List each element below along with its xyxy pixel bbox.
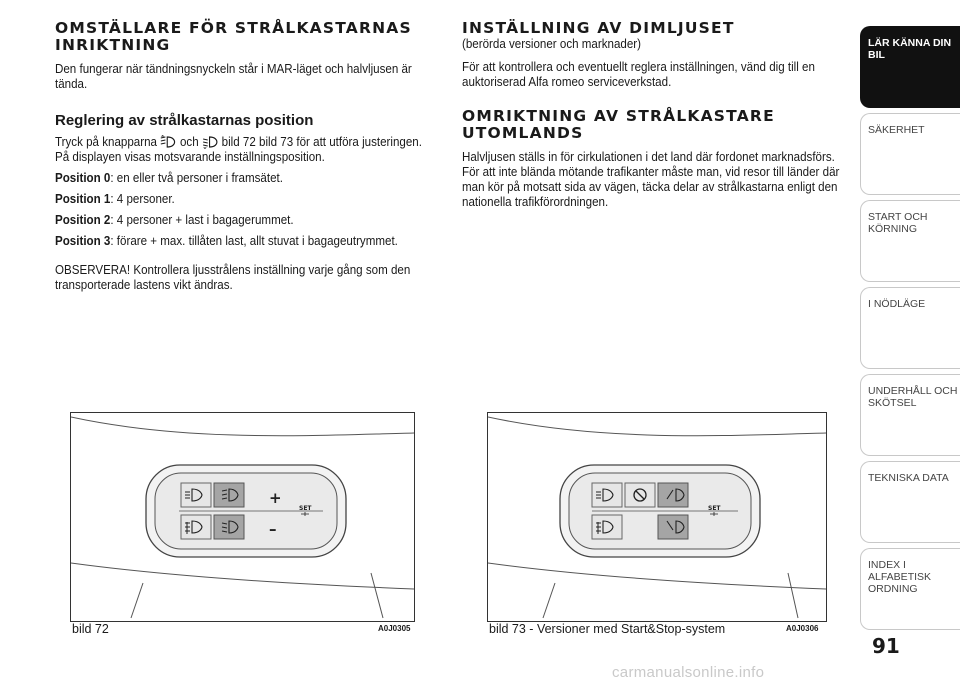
tab-start-och-korning[interactable] <box>860 200 960 282</box>
position-row-3 <box>55 234 438 249</box>
figure-72-code: A0J0305 <box>378 624 411 633</box>
tab-label: TEKNISKA DATA <box>868 472 949 484</box>
press-instruction <box>55 135 438 165</box>
tab-label: START OCH KÖRNING <box>868 211 928 235</box>
tab-label: INDEX I ALFABETISK ORDNING <box>868 559 932 595</box>
tab-lar-kanna-din-bil[interactable] <box>860 26 960 108</box>
figure-72-caption: bild 72 <box>72 622 109 636</box>
press-text-and: och <box>179 135 199 149</box>
position-text: : 4 personer. <box>110 192 175 206</box>
position-row-0 <box>55 171 438 186</box>
plus-label: + <box>269 489 282 507</box>
position-label: Position 1 <box>55 192 111 206</box>
page-number: 91 <box>872 634 900 658</box>
watermark-text: carmanualsonline.info <box>612 664 765 681</box>
minus-label: – <box>269 520 277 538</box>
abroad-text: Halvljusen ställs in för cirkulationen i det land där fordonet marknadsförs. För att inte blända mötande trafikanter måste man, vid resor till länder där man kör på motsatt sida av vägen, täcka delar av strålkastarna enligt den nationella trafikförordningen. <box>462 150 840 209</box>
position-label: Position 3 <box>55 234 111 248</box>
press-text-before: Tryck på knapparna <box>55 135 157 149</box>
tab-label: LÄR KÄNNA DIN BIL <box>868 37 952 61</box>
section-title-headlight-aim: OMSTÄLLARE FÖR STRÅLKASTARNAS INRIKTNING <box>55 19 412 54</box>
press-text-after: bild 72 bild 73 för att utföra justeringen. På displayen visas motsvarande inställningsposition. <box>55 135 422 164</box>
note-text: OBSERVERA! Kontrollera ljusstrålens inställning varje gång som den transporterade lastens vikt ändras. <box>55 263 411 292</box>
set-label: SET <box>299 505 312 512</box>
position-label: Position 0 <box>55 171 111 185</box>
control-panel-illustration <box>71 413 414 621</box>
figure-73 <box>487 412 827 622</box>
tab-label: SÄKERHET <box>868 124 925 136</box>
position-text: : förare + max. tillåten last, allt stuvat i bagageutrymmet. <box>110 234 398 248</box>
figure-73-caption: bild 73 - Versioner med Start&Stop-system <box>489 622 726 636</box>
section-subnote: (berörda versioner och marknader) <box>462 37 642 51</box>
figure-73-code: A0J0306 <box>786 624 819 633</box>
position-text: : 4 personer + last i bagagerummet. <box>110 213 294 227</box>
position-row-2 <box>55 213 438 228</box>
tab-underhall-och-skotsel[interactable] <box>860 374 960 456</box>
tab-i-nodlage[interactable] <box>860 287 960 369</box>
left-column <box>55 20 440 293</box>
headlight-down-icon <box>202 135 219 149</box>
headlight-up-icon <box>160 135 177 149</box>
subsection-title-position: Reglering av strålkastarnas position <box>55 112 314 129</box>
tab-tekniska-data[interactable] <box>860 461 960 543</box>
tab-label: I NÖDLÄGE <box>868 298 926 310</box>
tab-sakerhet[interactable] <box>860 113 960 195</box>
section-title-abroad: OMRIKTNING AV STRÅLKASTARE UTOMLANDS <box>462 107 775 142</box>
position-list <box>55 171 440 249</box>
position-label: Position 2 <box>55 213 111 227</box>
section-title-fog-light: INSTÄLLNING AV DIMLJUSET <box>462 19 735 37</box>
tab-label: UNDERHÅLL OCH SKÖTSEL <box>868 385 958 409</box>
right-column <box>462 20 842 210</box>
control-panel-illustration <box>488 413 826 621</box>
figure-72 <box>70 412 415 622</box>
set-label: SET <box>708 505 721 512</box>
position-text: : en eller två personer i framsätet. <box>110 171 283 185</box>
position-row-1 <box>55 192 438 207</box>
tab-index[interactable] <box>860 548 960 630</box>
fog-light-text: För att kontrollera och eventuellt reglera inställningen, vänd dig till en auktoriserad Alfa romeo serviceverkstad. <box>462 60 815 89</box>
intro-text: Den fungerar när tändningsnyckeln står i MAR-läget och halvljusen är tända. <box>55 62 412 91</box>
